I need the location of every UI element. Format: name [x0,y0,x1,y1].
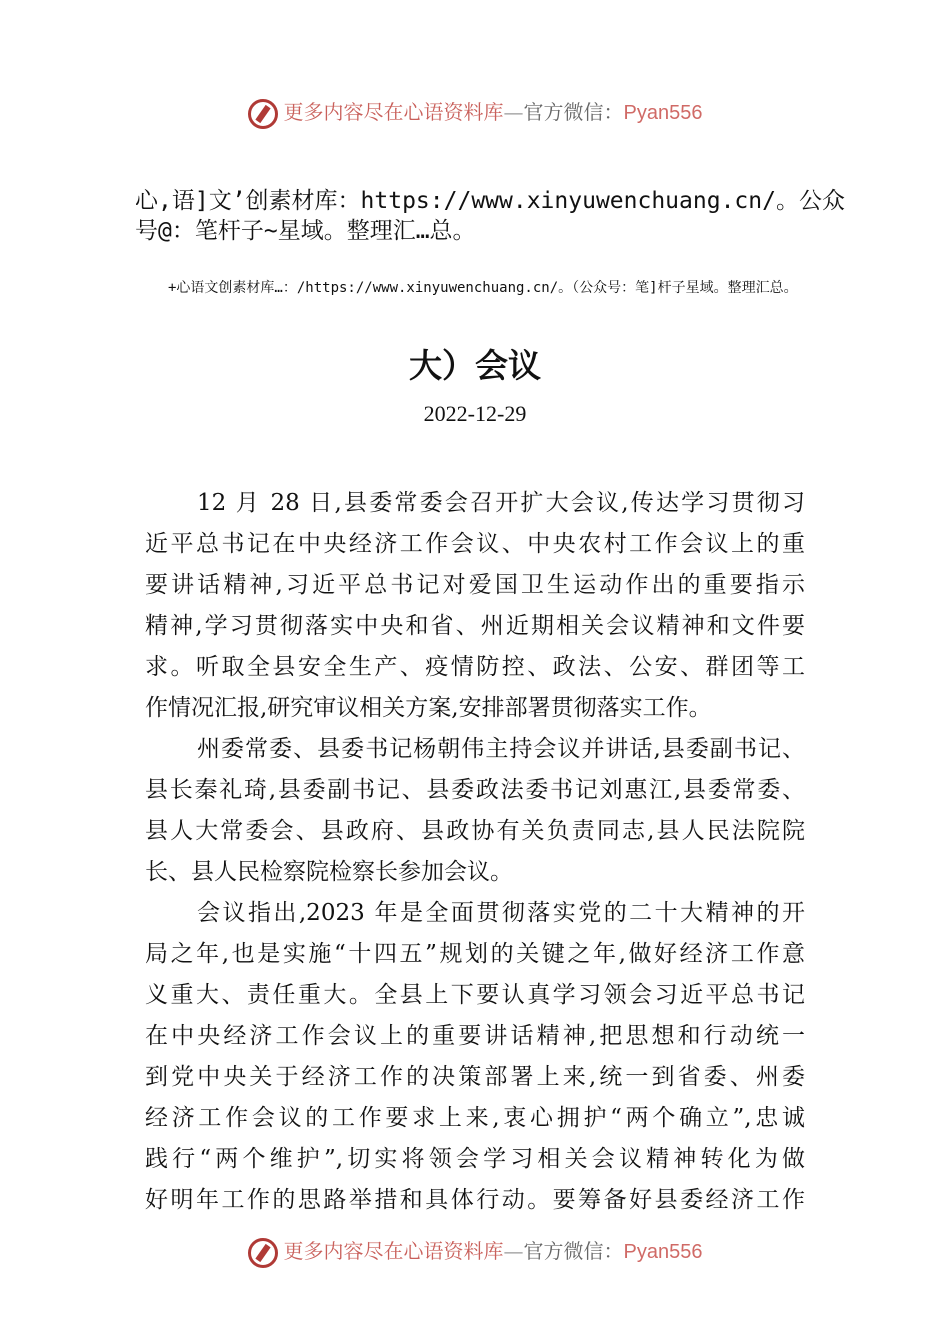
document-title: 大）会议 [409,346,541,385]
watermark-header [0,96,950,129]
paragraph-line: 会议指出,2023 年是全面贯彻落实党的二十大精神的开 [197,900,805,926]
watermark-brand: 更多内容尽在心语资料库 [283,1239,504,1263]
source-note: 心,语]文’创素材库：https://www.xinyuwenchuang.cn/。公众号@：笔杆子~星域。整理汇…总。 [135,188,845,244]
paragraph-line: 近平总书记在中央经济工作会议、中央农村工作会议上的重 [145,531,805,557]
paragraph-line: 县长秦礼琦,县委副书记、县委政法委书记刘惠江,县委常委、 [145,777,805,803]
paragraph-line: 求。听取全县安全生产、疫情防控、政法、公安、群团等工 [145,654,805,680]
document-date: 2022-12-29 [423,401,527,426]
watermark-brand: 更多内容尽在心语资料库 [283,100,504,124]
pen-logo-icon [248,1238,278,1268]
paragraph-line: 局之年,也是实施“十四五”规划的关键之年,做好经济工作意 [145,941,805,967]
watermark-label: 官方微信： [523,100,624,124]
paragraph-line: 县人大常委会、县政府、县政协有关负责同志,县人民法院院 [145,818,805,844]
paragraph-line: 精神,学习贯彻落实中央和省、州近期相关会议精神和文件要 [145,613,805,639]
paragraph-line: 州委常委、县委书记杨朝伟主持会议并讲话,县委副书记、 [197,736,805,762]
paragraph-line: 要讲话精神,习近平总书记对爱国卫生运动作出的重要指示 [145,572,805,598]
paragraph-line: 长、县人民检察院检察长参加会议。 [145,859,513,885]
watermark-dash: — [503,1239,524,1263]
paragraph-line: 作情况汇报,研究审议相关方案,安排部署贯彻落实工作。 [145,695,712,721]
paragraph-line: 经济工作会议的工作要求上来,衷心拥护“两个确立”,忠诚 [145,1105,805,1131]
source-note-small: +心语文创素材库…：/https://www.xinyuwenchuang.cn/。（公众号：笔]杆子星域。整理汇总。 [168,280,798,296]
paragraph-line: 义重大、责任重大。全县上下要认真学习领会习近平总书记 [145,982,805,1008]
paragraph-line: 在中央经济工作会议上的重要讲话精神,把思想和行动统一 [145,1023,805,1049]
watermark-id: Pyan556 [623,1241,703,1263]
paragraph-line: 到党中央关于经济工作的决策部署上来,统一到省委、州委 [145,1064,805,1090]
paragraph-line: 好明年工作的思路举措和具体行动。要筹备好县委经济工作 [145,1187,805,1213]
paragraph-line: 践行“两个维护”,切实将领会学习相关会议精神转化为做 [145,1146,805,1172]
watermark-id: Pyan556 [623,102,703,124]
paragraph-line: 12 月 28 日,县委常委会召开扩大会议,传达学习贯彻习 [197,490,805,516]
watermark-label: 官方微信： [523,1239,624,1263]
watermark-dash: — [503,100,524,124]
watermark-footer [0,1235,950,1268]
document-body [145,483,805,1221]
pen-logo-icon [248,99,278,129]
